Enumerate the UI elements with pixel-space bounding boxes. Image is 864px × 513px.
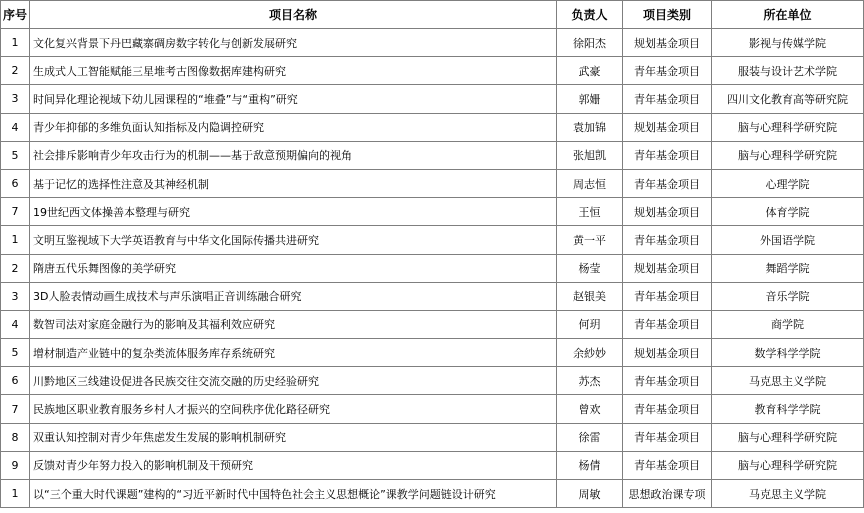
cell-project-name: 双重认知控制对青少年焦虑发生发展的影响机制研究 <box>30 423 557 451</box>
cell-category: 规划基金项目 <box>623 254 712 282</box>
header-leader: 负责人 <box>557 1 623 29</box>
table-body <box>1 29 864 508</box>
cell-leader: 杨莹 <box>557 254 623 282</box>
cell-leader: 赵银美 <box>557 282 623 310</box>
cell-project-name: 反馈对青少年努力投入的影响机制及干预研究 <box>30 451 557 479</box>
cell-unit: 脑与心理科学研究院 <box>712 141 864 169</box>
cell-unit: 教育科学学院 <box>712 395 864 423</box>
cell-leader: 余紗妙 <box>557 339 623 367</box>
cell-unit: 影视与传媒学院 <box>712 29 864 57</box>
table-row <box>1 254 864 282</box>
table-row <box>1 423 864 451</box>
cell-category: 规划基金项目 <box>623 198 712 226</box>
cell-project-name: 生成式人工智能赋能三星堆考古图像数据库建构研究 <box>30 57 557 85</box>
cell-leader: 徐雷 <box>557 423 623 451</box>
cell-index: 3 <box>1 85 30 113</box>
cell-index: 5 <box>1 339 30 367</box>
cell-project-name: 3D人脸表情动画生成技术与声乐演唱正音训练融合研究 <box>30 282 557 310</box>
cell-index: 2 <box>1 254 30 282</box>
cell-unit: 商学院 <box>712 310 864 338</box>
cell-leader: 苏杰 <box>557 367 623 395</box>
table-row <box>1 113 864 141</box>
table-row <box>1 198 864 226</box>
cell-leader: 曾欢 <box>557 395 623 423</box>
cell-category: 规划基金项目 <box>623 113 712 141</box>
cell-project-name: 以“三个重大时代课题”建构的“习近平新时代中国特色社会主义思想概论”课教学问题链设计研究 <box>30 480 557 508</box>
header-index: 序号 <box>1 1 30 29</box>
cell-unit: 心理学院 <box>712 169 864 197</box>
table-row <box>1 339 864 367</box>
cell-leader: 周志恒 <box>557 169 623 197</box>
cell-index: 1 <box>1 226 30 254</box>
header-project-name: 项目名称 <box>30 1 557 29</box>
table-row <box>1 169 864 197</box>
cell-index: 8 <box>1 423 30 451</box>
cell-category: 青年基金项目 <box>623 169 712 197</box>
cell-leader: 周敏 <box>557 480 623 508</box>
cell-project-name: 隋唐五代乐舞图像的美学研究 <box>30 254 557 282</box>
cell-project-name: 基于记忆的选择性注意及其神经机制 <box>30 169 557 197</box>
cell-index: 3 <box>1 282 30 310</box>
cell-unit: 体育学院 <box>712 198 864 226</box>
cell-leader: 袁加锦 <box>557 113 623 141</box>
cell-category: 青年基金项目 <box>623 57 712 85</box>
cell-project-name: 社会排斥影响青少年攻击行为的机制——基于敌意预期偏向的视角 <box>30 141 557 169</box>
cell-category: 青年基金项目 <box>623 310 712 338</box>
cell-category: 青年基金项目 <box>623 367 712 395</box>
table-row <box>1 85 864 113</box>
cell-index: 7 <box>1 198 30 226</box>
cell-category: 青年基金项目 <box>623 395 712 423</box>
cell-project-name: 数智司法对家庭金融行为的影响及其福利效应研究 <box>30 310 557 338</box>
cell-category: 青年基金项目 <box>623 282 712 310</box>
header-category: 项目类别 <box>623 1 712 29</box>
cell-index: 4 <box>1 310 30 338</box>
cell-index: 6 <box>1 169 30 197</box>
table-row <box>1 480 864 508</box>
cell-index: 1 <box>1 480 30 508</box>
table-row <box>1 310 864 338</box>
cell-project-name: 民族地区职业教育服务乡村人才振兴的空间秩序优化路径研究 <box>30 395 557 423</box>
cell-category: 青年基金项目 <box>623 141 712 169</box>
cell-category: 规划基金项目 <box>623 339 712 367</box>
cell-index: 9 <box>1 451 30 479</box>
cell-unit: 脑与心理科学研究院 <box>712 451 864 479</box>
cell-unit: 马克思主义学院 <box>712 367 864 395</box>
table-row <box>1 57 864 85</box>
cell-leader: 何玥 <box>557 310 623 338</box>
cell-category: 青年基金项目 <box>623 451 712 479</box>
cell-leader: 徐阳杰 <box>557 29 623 57</box>
table-row <box>1 367 864 395</box>
cell-category: 青年基金项目 <box>623 85 712 113</box>
cell-leader: 武豪 <box>557 57 623 85</box>
cell-category: 规划基金项目 <box>623 29 712 57</box>
cell-category: 青年基金项目 <box>623 226 712 254</box>
cell-category: 青年基金项目 <box>623 423 712 451</box>
table-row <box>1 282 864 310</box>
cell-unit: 四川文化教育高等研究院 <box>712 85 864 113</box>
cell-index: 4 <box>1 113 30 141</box>
cell-unit: 脑与心理科学研究院 <box>712 113 864 141</box>
cell-index: 6 <box>1 367 30 395</box>
cell-unit: 服装与设计艺术学院 <box>712 57 864 85</box>
cell-leader: 杨倩 <box>557 451 623 479</box>
cell-index: 7 <box>1 395 30 423</box>
cell-category: 思想政治课专项 <box>623 480 712 508</box>
cell-leader: 郭姗 <box>557 85 623 113</box>
cell-index: 1 <box>1 29 30 57</box>
cell-project-name: 青少年抑郁的多维负面认知指标及内隐调控研究 <box>30 113 557 141</box>
table-row <box>1 226 864 254</box>
cell-index: 2 <box>1 57 30 85</box>
cell-unit: 舞蹈学院 <box>712 254 864 282</box>
table-header-row <box>1 1 864 29</box>
header-unit: 所在单位 <box>712 1 864 29</box>
table-row <box>1 395 864 423</box>
cell-unit: 马克思主义学院 <box>712 480 864 508</box>
cell-project-name: 文化复兴背景下丹巴藏寨碉房数字转化与创新发展研究 <box>30 29 557 57</box>
cell-unit: 数学科学学院 <box>712 339 864 367</box>
cell-unit: 外国语学院 <box>712 226 864 254</box>
cell-leader: 王恒 <box>557 198 623 226</box>
cell-unit: 音乐学院 <box>712 282 864 310</box>
cell-project-name: 增材制造产业链中的复杂类流体服务库存系统研究 <box>30 339 557 367</box>
cell-project-name: 19世纪西文体操善本整理与研究 <box>30 198 557 226</box>
cell-leader: 张旭凯 <box>557 141 623 169</box>
cell-index: 5 <box>1 141 30 169</box>
table-row <box>1 451 864 479</box>
cell-leader: 黄一平 <box>557 226 623 254</box>
cell-project-name: 文明互鉴视域下大学英语教育与中华文化国际传播共进研究 <box>30 226 557 254</box>
cell-unit: 脑与心理科学研究院 <box>712 423 864 451</box>
table-row <box>1 141 864 169</box>
cell-project-name: 时间异化理论视域下幼儿园课程的“堆叠”与“重构”研究 <box>30 85 557 113</box>
cell-project-name: 川黔地区三线建设促进各民族交往交流交融的历史经验研究 <box>30 367 557 395</box>
table-row <box>1 29 864 57</box>
